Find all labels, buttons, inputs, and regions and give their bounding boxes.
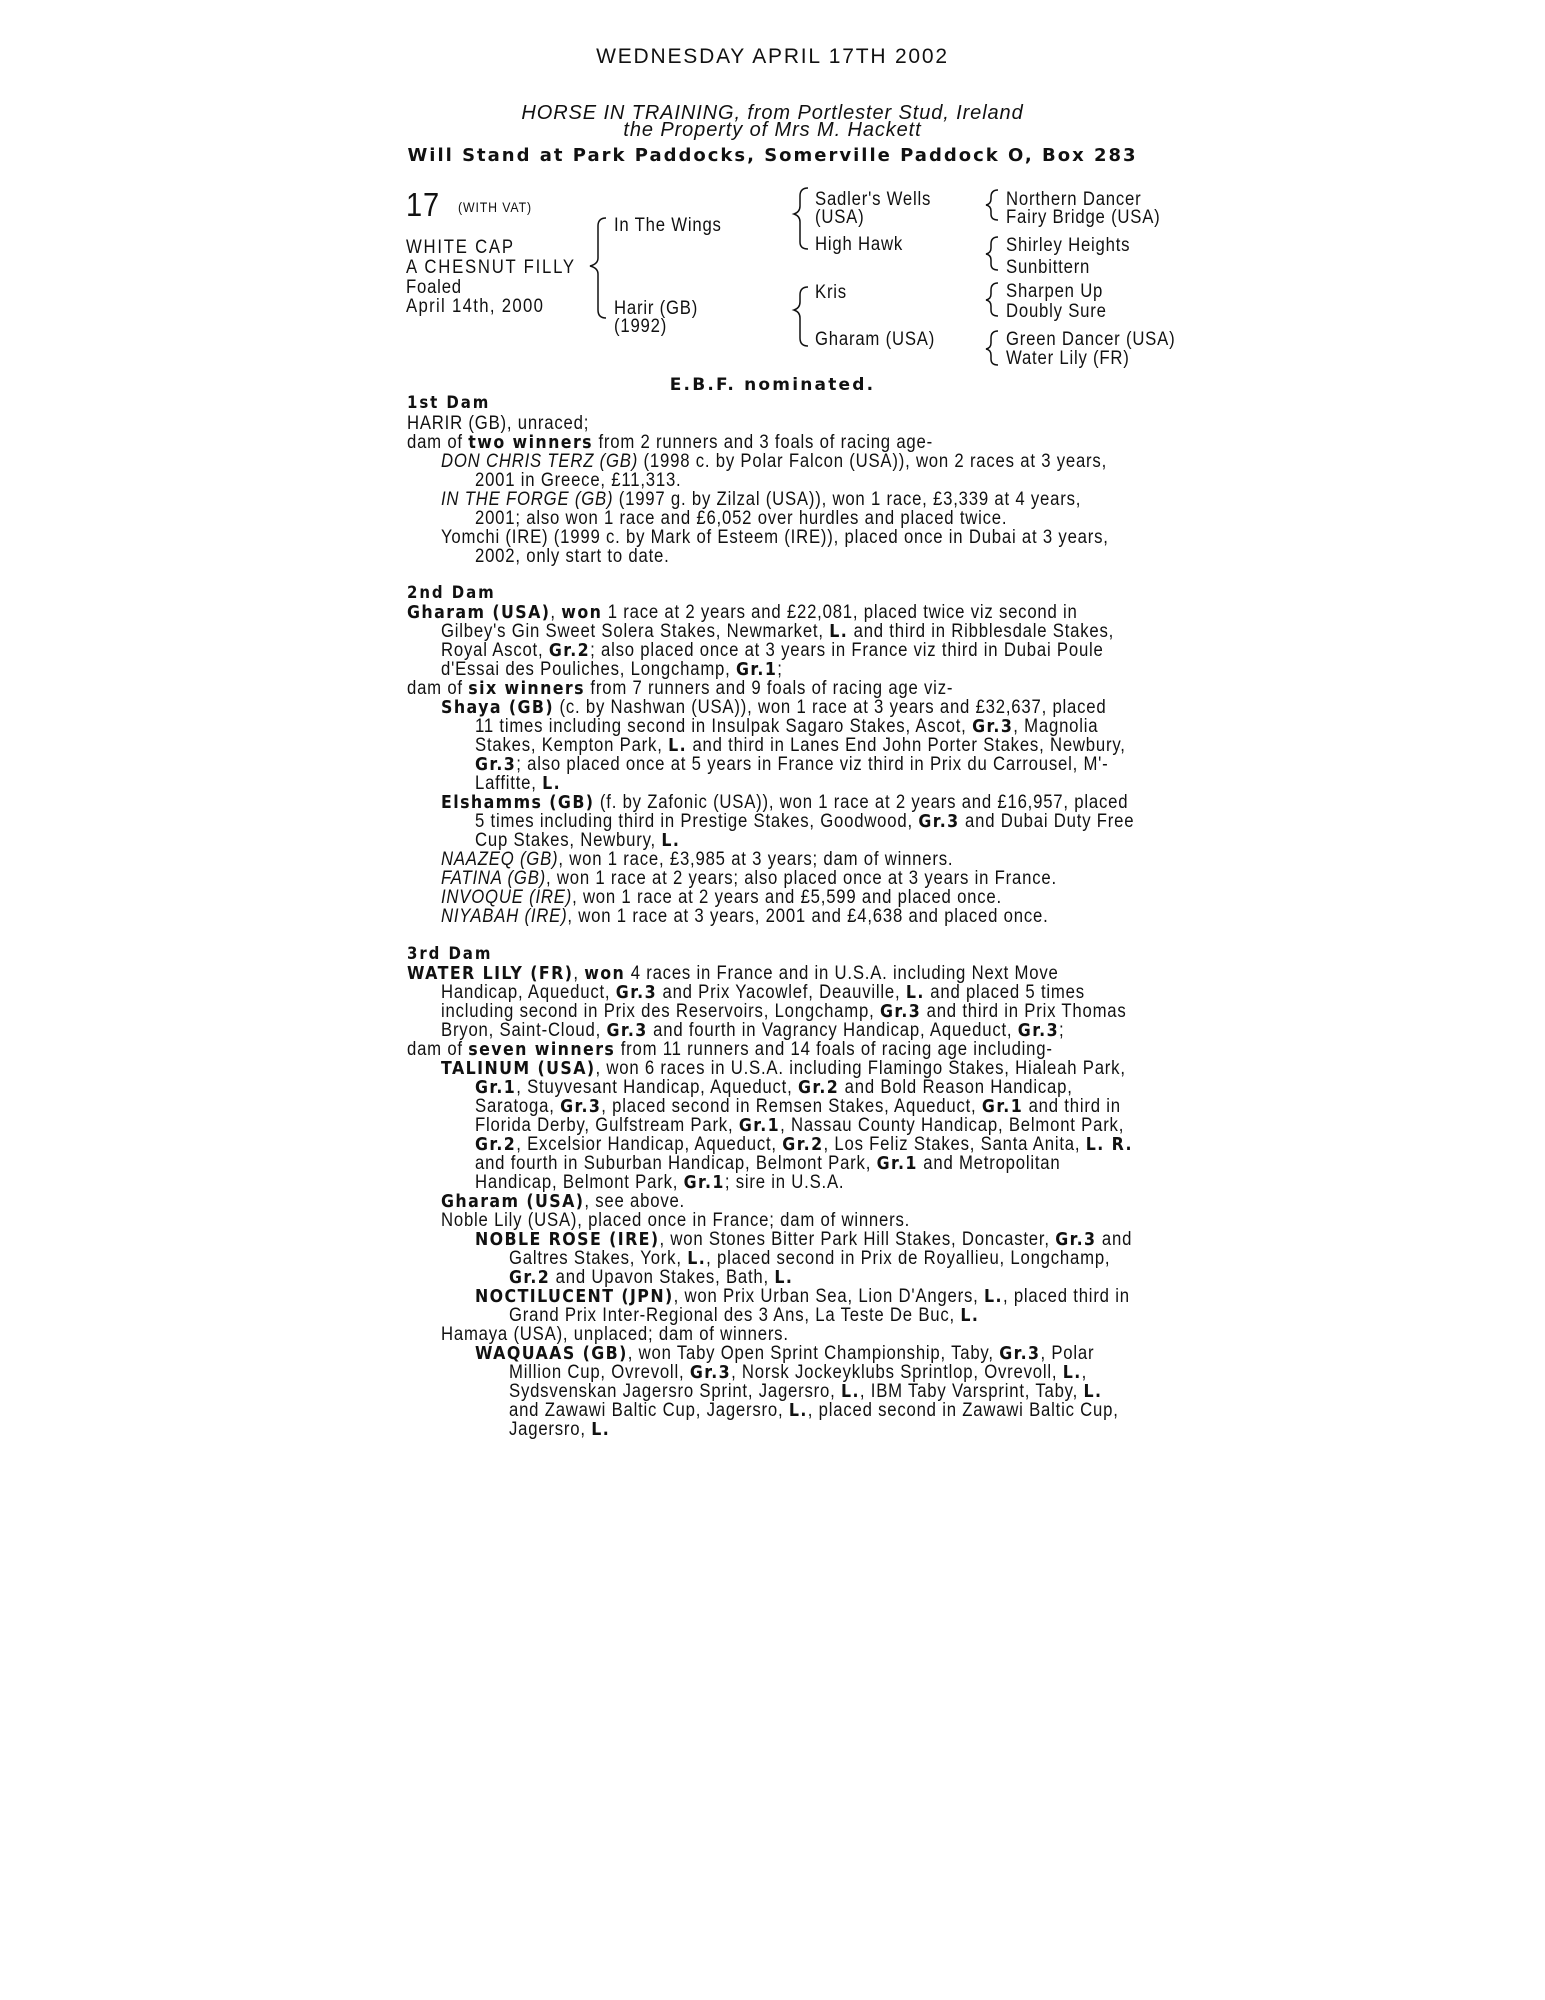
third-dam-line: Jagersro, L. (509, 1419, 611, 1440)
consignment-line-1: HORSE IN TRAINING, from Portlester Stud, Ireland (521, 102, 1024, 124)
pedigree-gg-7: Green Dancer (USA) (1006, 329, 1176, 350)
second-dam-line: 11 times including second in Insulpak Sagaro Stakes, Ascot, Gr.3, Magnolia (475, 716, 1099, 737)
third-dam-line: and fourth in Suburban Handicap, Belmont Park, Gr.1 and Metropolitan (475, 1153, 1061, 1174)
pedigree-gg-5: Sharpen Up (1006, 281, 1104, 302)
pedigree-gg-8: Water Lily (FR) (1006, 348, 1130, 369)
second-dam-line: Gharam (USA), won 1 race at 2 years and £22,081, placed twice viz second in (407, 602, 1078, 623)
second-dam-line: d'Essai des Pouliches, Longchamp, Gr.1; (441, 659, 783, 680)
pedigree-gg-2: Fairy Bridge (USA) (1006, 207, 1161, 228)
second-dam-line: NAAZEQ (GB), won 1 race, £3,985 at 3 years; dam of winners. (441, 849, 954, 870)
third-dam-line: Gr.2 and Upavon Stakes, Bath, L. (509, 1267, 794, 1288)
third-dam-line: WATER LILY (FR), won 4 races in France and in U.S.A. including Next Move (407, 963, 1059, 984)
second-dam-line: 5 times including third in Prestige Stakes, Goodwood, Gr.3 and Dubai Duty Free (475, 811, 1135, 832)
pedigree-sire-sire: Sadler's Wells (815, 189, 932, 210)
third-dam-line: WAQUAAS (GB), won Taby Open Sprint Championship, Taby, Gr.3, Polar (475, 1343, 1095, 1364)
third-dam-line: Grand Prix Inter-Regional des 3 Ans, La Teste De Buc, L. (509, 1305, 980, 1326)
first-dam-line: 2001; also won 1 race and £6,052 over hurdles and placed twice. (475, 508, 1008, 529)
pedigree-dam: Harir (GB) (614, 298, 699, 319)
second-dam-line: Laffitte, L. (475, 773, 562, 794)
third-dam-line: dam of seven winners from 11 runners and 14 foals of racing age including- (407, 1039, 1053, 1060)
pedigree-gg-4: Sunbittern (1006, 257, 1091, 278)
second-dam-line: Cup Stakes, Newbury, L. (475, 830, 681, 851)
third-dam-line: TALINUM (USA), won 6 races in U.S.A. including Flamingo Stakes, Hialeah Park, (441, 1058, 1126, 1079)
pedigree-dam-year: (1992) (614, 316, 668, 337)
vat-note: (WITH VAT) (457, 198, 533, 215)
third-dam-line: including second in Prix des Reservoirs, Longchamp, Gr.3 and third in Prix Thomas (441, 1001, 1127, 1022)
third-dam-line: Sydsvenskan Jagersro Sprint, Jagersro, L., IBM Taby Varsprint, Taby, L. (509, 1381, 1103, 1402)
first-dam-line: IN THE FORGE (GB) (1997 g. by Zilzal (USA)), won 1 race, £3,339 at 4 years, (441, 489, 1082, 510)
third-dam-line: Saratoga, Gr.3, placed second in Remsen Stakes, Aqueduct, Gr.1 and third in (475, 1096, 1121, 1117)
pedigree-dam-dam: Gharam (USA) (815, 329, 936, 350)
second-dam-line: Elshamms (GB) (f. by Zafonic (USA)), won 1 race at 2 years and £16,957, placed (441, 792, 1129, 813)
second-dam-line: dam of six winners from 7 runners and 9 foals of racing age viz- (407, 678, 954, 699)
foaled-label: Foaled (406, 277, 462, 298)
third-dam-line: NOBLE ROSE (IRE), won Stones Bitter Park Hill Stakes, Doncaster, Gr.3 and (475, 1229, 1133, 1250)
third-dam-line: Handicap, Aqueduct, Gr.3 and Prix Yacowlef, Deauville, L. and placed 5 times (441, 982, 1085, 1003)
third-dam-line: Gr.1, Stuyvesant Handicap, Aqueduct, Gr.2 and Bold Reason Handicap, (475, 1077, 1073, 1098)
third-dam-line: and Zawawi Baltic Cup, Jagersro, L., placed second in Zawawi Baltic Cup, (509, 1400, 1119, 1421)
ebf-note: E.B.F. nominated. (669, 375, 876, 395)
second-dam-line: FATINA (GB), won 1 race at 2 years; also placed once at 3 years in France. (441, 868, 1057, 889)
third-dam-line: NOCTILUCENT (JPN), won Prix Urban Sea, Lion D'Angers, L., placed third in (475, 1286, 1130, 1307)
third-dam-line: Million Cup, Ovrevoll, Gr.3, Norsk Jockeyklubs Sprintlop, Ovrevoll, L., (509, 1362, 1088, 1383)
pedigree-sire: In The Wings (614, 215, 722, 236)
first-dam-line: 2001 in Greece, £11,313. (475, 470, 682, 491)
second-dam-heading: 2nd Dam (407, 583, 496, 603)
sale-date: WEDNESDAY APRIL 17TH 2002 (596, 45, 949, 68)
third-dam-line: Noble Lily (USA), placed once in France; dam of winners. (441, 1210, 911, 1231)
third-dam-heading: 3rd Dam (407, 944, 493, 964)
second-dam-line: Gr.3; also placed once at 5 years in France viz third in Prix du Carrousel, M'- (475, 754, 1109, 775)
pedigree-gg-3: Shirley Heights (1006, 235, 1131, 256)
pedigree-sire-dam: High Hawk (815, 234, 903, 255)
horse-description: A CHESNUT FILLY (406, 257, 576, 278)
first-dam-line: DON CHRIS TERZ (GB) (1998 c. by Polar Falcon (USA)), won 2 races at 3 years, (441, 451, 1108, 472)
second-dam-line: INVOQUE (IRE), won 1 race at 2 years and £5,599 and placed once. (441, 887, 1002, 908)
second-dam-line: Royal Ascot, Gr.2; also placed once at 3 years in France viz third in Dubai Poule (441, 640, 1104, 661)
first-dam-line: Yomchi (IRE) (1999 c. by Mark of Esteem (IRE)), placed once in Dubai at 3 years, (441, 527, 1109, 548)
third-dam-line: Florida Derby, Gulfstream Park, Gr.1, Nassau County Handicap, Belmont Park, (475, 1115, 1125, 1136)
pedigree-dam-sire: Kris (815, 282, 847, 303)
second-dam-line: Shaya (GB) (c. by Nashwan (USA)), won 1 race at 3 years and £32,637, placed (441, 697, 1107, 718)
first-dam-line: HARIR (GB), unraced; (407, 413, 590, 434)
consignment-line-2: the Property of Mrs M. Hackett (623, 119, 922, 141)
third-dam-line: Gr.2, Excelsior Handicap, Aqueduct, Gr.2, Los Feliz Stakes, Santa Anita, L. R. (475, 1134, 1133, 1155)
second-dam-line: NIYABAH (IRE), won 1 race at 3 years, 2001 and £4,638 and placed once. (441, 906, 1049, 927)
horse-name: WHITE CAP (406, 237, 515, 258)
first-dam-heading: 1st Dam (407, 393, 491, 413)
second-dam-line: Gilbey's Gin Sweet Solera Stakes, Newmarket, L. and third in Ribblesdale Stakes, (441, 621, 1115, 642)
pedigree-gg-1: Northern Dancer (1006, 189, 1142, 210)
first-dam-line: 2002, only start to date. (475, 546, 670, 567)
pedigree-sire-sire-country: (USA) (815, 207, 865, 228)
third-dam-line: Bryon, Saint-Cloud, Gr.3 and fourth in Vagrancy Handicap, Aqueduct, Gr.3; (441, 1020, 1065, 1041)
stand-location: Will Stand at Park Paddocks, Somerville Paddock O, Box 283 (407, 145, 1138, 166)
third-dam-line: Hamaya (USA), unplaced; dam of winners. (441, 1324, 789, 1345)
first-dam-line: dam of two winners from 2 runners and 3 foals of racing age- (407, 432, 933, 453)
third-dam-line: Gharam (USA), see above. (441, 1191, 686, 1212)
lot-number: 17 (WITH VAT) (406, 186, 533, 223)
pedigree-gg-6: Doubly Sure (1006, 301, 1107, 322)
foaled-date: April 14th, 2000 (406, 296, 545, 317)
third-dam-line: Handicap, Belmont Park, Gr.1; sire in U.S.A. (475, 1172, 845, 1193)
second-dam-line: Stakes, Kempton Park, L. and third in Lanes End John Porter Stakes, Newbury, (475, 735, 1126, 756)
third-dam-line: Galtres Stakes, York, L., placed second in Prix de Royallieu, Longchamp, (509, 1248, 1111, 1269)
